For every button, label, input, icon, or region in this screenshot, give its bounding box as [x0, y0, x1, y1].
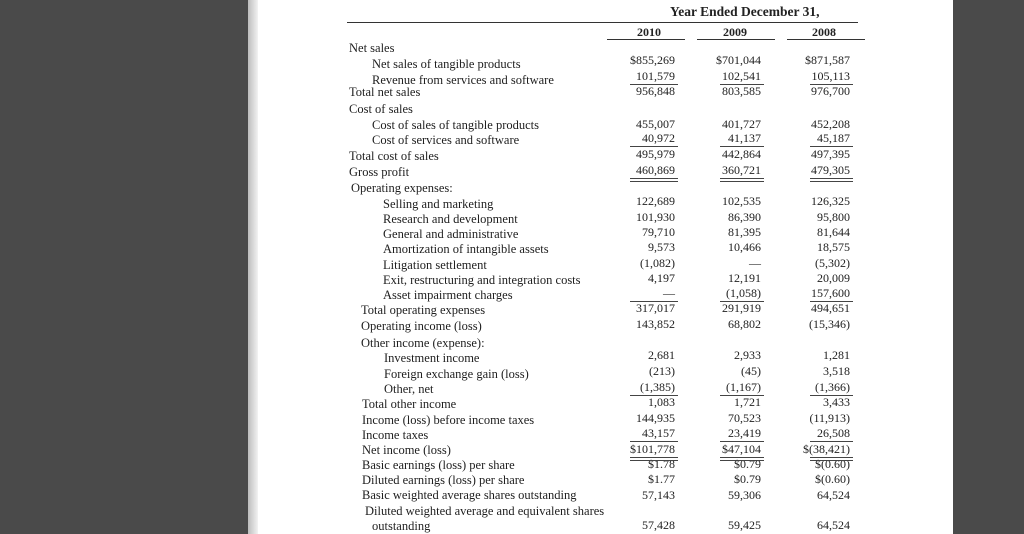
- value-2010: (1,385): [640, 380, 675, 394]
- row-label: Income taxes: [362, 428, 429, 442]
- value-2008: 95,800: [817, 210, 850, 224]
- value-2008: 45,187: [817, 131, 850, 145]
- total-double-underline: [630, 457, 678, 461]
- row-label: Cost of services and software: [372, 133, 520, 147]
- value-2009: $701,044: [716, 53, 761, 67]
- value-2009: 442,864: [722, 147, 761, 161]
- row-label: Net sales of tangible products: [372, 57, 521, 71]
- value-2010: —: [663, 286, 675, 300]
- total-double-underline: [630, 178, 678, 182]
- row-label: Net sales: [349, 41, 395, 55]
- value-2010: $101,778: [630, 442, 675, 456]
- value-2010: $1.78: [648, 457, 675, 471]
- value-2009: 2,933: [734, 348, 761, 362]
- value-2010: 455,007: [636, 117, 675, 131]
- value-2009: 102,541: [722, 69, 761, 83]
- value-2010: 101,579: [636, 69, 675, 83]
- value-2010: 1,083: [648, 395, 675, 409]
- value-2010: 2,681: [648, 348, 675, 362]
- value-2010: 9,573: [648, 240, 675, 254]
- value-2010: $1.77: [648, 472, 675, 486]
- subtotal-underline: [810, 301, 853, 302]
- row-label: Revenue from services and software: [372, 73, 554, 87]
- year-2008-heading: 2008: [812, 25, 836, 39]
- value-2008: 126,325: [811, 194, 850, 208]
- value-2008: (5,302): [815, 256, 850, 270]
- value-2010: 101,930: [636, 210, 675, 224]
- value-2008: 3,433: [823, 395, 850, 409]
- row-label: Amortization of intangible assets: [383, 242, 549, 256]
- year-2008-rule: [787, 39, 865, 40]
- row-label: Total other income: [362, 397, 457, 411]
- value-2010: 144,935: [636, 411, 675, 425]
- row-label: Total operating expenses: [361, 303, 486, 317]
- subtotal-underline: [810, 395, 853, 396]
- subtotal-underline: [720, 395, 764, 396]
- row-label: Total net sales: [349, 85, 421, 99]
- value-2010: $855,269: [630, 53, 675, 67]
- value-2009: (45): [741, 364, 761, 378]
- subtotal-underline: [630, 441, 678, 442]
- value-2010: 43,157: [642, 426, 675, 440]
- value-2009: 10,466: [728, 240, 761, 254]
- value-2008: 452,208: [811, 117, 850, 131]
- row-label: Basic earnings (loss) per share: [362, 458, 515, 472]
- value-2009: 86,390: [728, 210, 761, 224]
- value-2010: 57,143: [642, 488, 675, 502]
- value-2010: 4,197: [648, 271, 675, 285]
- row-label: Cost of sales of tangible products: [372, 118, 539, 132]
- year-2009-rule: [697, 39, 775, 40]
- year-2010-heading: 2010: [637, 25, 661, 39]
- value-2010: 317,017: [636, 301, 675, 315]
- row-label: outstanding: [372, 519, 431, 533]
- row-label: Operating expenses:: [351, 181, 453, 195]
- value-2008: 497,395: [811, 147, 850, 161]
- subtotal-underline: [720, 84, 764, 85]
- value-2009: (1,167): [726, 380, 761, 394]
- subtotal-underline: [630, 301, 678, 302]
- value-2008: (15,346): [809, 317, 850, 331]
- row-label: Other, net: [384, 382, 434, 396]
- value-2009: 68,802: [728, 317, 761, 331]
- value-2008: 157,600: [811, 286, 850, 300]
- value-2010: 122,689: [636, 194, 675, 208]
- total-double-underline: [810, 457, 853, 461]
- value-2009: 70,523: [728, 411, 761, 425]
- subtotal-underline: [810, 146, 853, 147]
- value-2008: 18,575: [817, 240, 850, 254]
- total-double-underline: [720, 457, 764, 461]
- value-2009: 59,425: [728, 518, 761, 532]
- value-2008: 64,524: [817, 488, 850, 502]
- row-label: Basic weighted average shares outstanding: [362, 488, 577, 502]
- value-2009: 102,535: [722, 194, 761, 208]
- value-2009: $0.79: [734, 457, 761, 471]
- value-2008: $(0.60): [815, 472, 850, 486]
- value-2010: 956,848: [636, 84, 675, 98]
- row-label: Foreign exchange gain (loss): [384, 367, 529, 381]
- paper-shadow: [248, 0, 258, 534]
- value-2008: (11,913): [809, 411, 850, 425]
- value-2008: 479,305: [811, 163, 850, 177]
- row-label: Investment income: [384, 351, 480, 365]
- value-2010: 143,852: [636, 317, 675, 331]
- row-label: General and administrative: [383, 227, 519, 241]
- row-label: Selling and marketing: [383, 197, 494, 211]
- value-2009: 12,191: [728, 271, 761, 285]
- value-2010: 40,972: [642, 131, 675, 145]
- value-2010: 79,710: [642, 225, 675, 239]
- row-label: Total cost of sales: [349, 149, 439, 163]
- value-2008: $(38,421): [803, 442, 850, 456]
- value-2008: 20,009: [817, 271, 850, 285]
- value-2008: $871,587: [805, 53, 850, 67]
- value-2009: —: [749, 256, 761, 270]
- value-2010: (1,082): [640, 256, 675, 270]
- value-2008: 64,524: [817, 518, 850, 532]
- row-label: Gross profit: [349, 165, 410, 179]
- value-2008: 1,281: [823, 348, 850, 362]
- total-double-underline: [720, 178, 764, 182]
- subtotal-underline: [810, 84, 853, 85]
- subtotal-underline: [810, 441, 853, 442]
- year-2009-heading: 2009: [723, 25, 747, 39]
- row-label: Asset impairment charges: [383, 288, 513, 302]
- header-title: Year Ended December 31,: [670, 4, 820, 19]
- value-2008: (1,366): [815, 380, 850, 394]
- value-2008: 81,644: [817, 225, 850, 239]
- value-2009: 291,919: [722, 301, 761, 315]
- row-label: Diluted earnings (loss) per share: [362, 473, 525, 487]
- value-2009: 59,306: [728, 488, 761, 502]
- value-2009: (1,058): [726, 286, 761, 300]
- value-2008: 976,700: [811, 84, 850, 98]
- value-2010: 57,428: [642, 518, 675, 532]
- value-2009: $47,104: [722, 442, 761, 456]
- value-2008: 105,113: [811, 69, 850, 83]
- row-label: Other income (expense):: [361, 336, 485, 350]
- value-2009: 401,727: [722, 117, 761, 131]
- header-rule: [347, 22, 858, 23]
- year-2010-rule: [607, 39, 685, 40]
- value-2009: $0.79: [734, 472, 761, 486]
- right-frame: [953, 0, 1024, 534]
- value-2009: 1,721: [734, 395, 761, 409]
- row-label: Operating income (loss): [361, 319, 482, 333]
- subtotal-underline: [630, 84, 678, 85]
- row-label: Income (loss) before income taxes: [362, 413, 535, 427]
- value-2009: 23,419: [728, 426, 761, 440]
- value-2008: $(0.60): [815, 457, 850, 471]
- value-2010: (213): [649, 364, 675, 378]
- row-label: Net income (loss): [362, 443, 451, 457]
- row-label: Litigation settlement: [383, 258, 487, 272]
- row-label: Exit, restructuring and integration costs: [383, 273, 581, 287]
- subtotal-underline: [630, 395, 678, 396]
- value-2009: 81,395: [728, 225, 761, 239]
- value-2009: 360,721: [722, 163, 761, 177]
- value-2010: 460,869: [636, 163, 675, 177]
- left-frame: [0, 0, 248, 534]
- subtotal-underline: [720, 146, 764, 147]
- value-2009: 803,585: [722, 84, 761, 98]
- value-2008: 26,508: [817, 426, 850, 440]
- value-2008: 3,518: [823, 364, 850, 378]
- value-2009: 41,137: [728, 131, 761, 145]
- subtotal-underline: [720, 301, 764, 302]
- row-label: Research and development: [383, 212, 518, 226]
- row-label: Diluted weighted average and equivalent shares: [365, 504, 605, 518]
- total-double-underline: [810, 178, 853, 182]
- value-2008: 494,651: [811, 301, 850, 315]
- subtotal-underline: [630, 146, 678, 147]
- subtotal-underline: [720, 441, 764, 442]
- value-2010: 495,979: [636, 147, 675, 161]
- row-label: Cost of sales: [349, 102, 413, 116]
